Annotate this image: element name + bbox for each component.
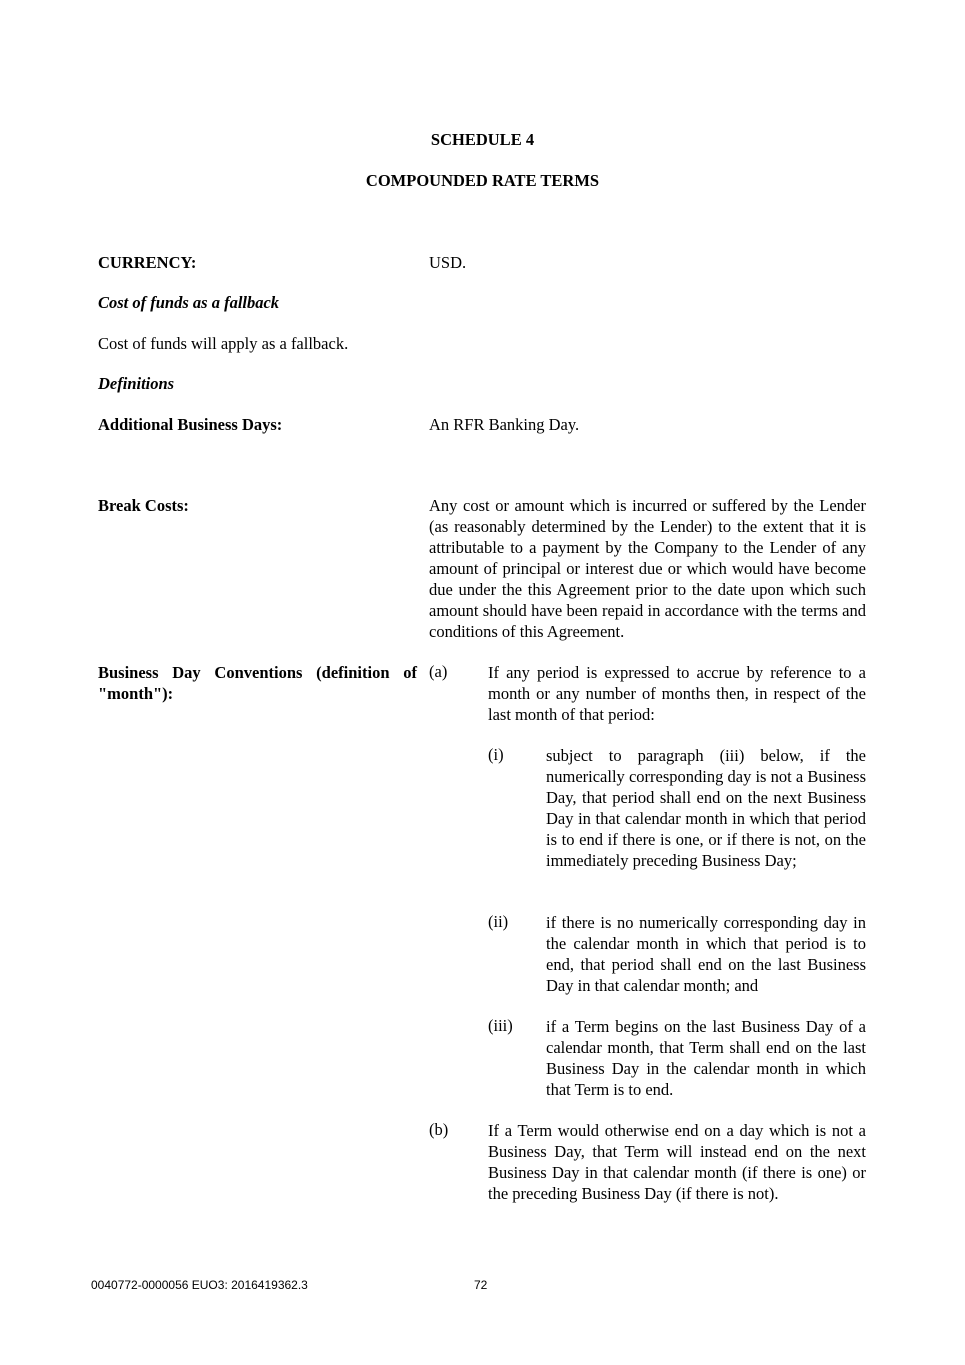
break-costs-value: Any cost or amount which is incurred or suffered by the Lender (as reasonably determined by the Lender) to the extent that it is attributable to a payment by the Company to the Lender of any amount of principal or interest due or which would have become due under the this Agreement prior to the date upon which such amount should have been repaid in accordance with the terms and conditions of this Agreement. bbox=[429, 496, 866, 641]
cost-of-funds-heading: Cost of funds as a fallback bbox=[98, 293, 280, 312]
paragraph-a-text: If any period is expressed to accrue by reference to a month or any number of months then, in respect of the last month of that period: bbox=[488, 663, 866, 724]
additional-business-days-value: An RFR Banking Day. bbox=[429, 415, 580, 434]
paragraph-b-marker: (b) bbox=[429, 1120, 449, 1139]
footer-page-number: 72 bbox=[474, 1278, 488, 1292]
currency-label: CURRENCY: bbox=[98, 253, 197, 272]
break-costs-label: Break Costs: bbox=[98, 496, 189, 515]
item-ii-text: if there is no numerically corresponding day in the calendar month in which that period is to end, that period shall end on the last Business Day in that calendar month; and bbox=[546, 913, 866, 995]
currency-value: USD. bbox=[429, 253, 467, 272]
footer-doc-ref: 0040772-0000056 EUO3: 2016419362.3 bbox=[91, 1278, 308, 1292]
business-day-conventions-label: Business Day Conventions (definition of "month"): bbox=[98, 663, 417, 703]
cost-of-funds-text: Cost of funds will apply as a fallback. bbox=[98, 334, 349, 353]
item-iii-marker: (iii) bbox=[488, 1016, 513, 1035]
definitions-heading: Definitions bbox=[98, 374, 175, 393]
item-i-marker: (i) bbox=[488, 745, 504, 764]
schedule-subtitle: COMPOUNDED RATE TERMS bbox=[365, 171, 600, 190]
item-i-text: subject to paragraph (iii) below, if the numerically corresponding day is not a Business Day, that period shall end on the next Business Day in that calendar month in which that period is to end if there is one, or if there is not, on the immediately preceding Business Day; bbox=[546, 746, 866, 870]
paragraph-a-marker: (a) bbox=[429, 662, 448, 681]
item-iii-text: if a Term begins on the last Business Day of a calendar month, that Term shall end on the last Business Day in the calendar month in which that Term is to end. bbox=[546, 1017, 866, 1099]
paragraph-b-text: If a Term would otherwise end on a day which is not a Business Day, that Term will instead end on the next Business Day in that calendar month (if there is one) or the preceding Business Day (if there is not). bbox=[488, 1121, 866, 1203]
schedule-title: SCHEDULE 4 bbox=[430, 130, 535, 149]
additional-business-days-label: Additional Business Days: bbox=[98, 415, 283, 434]
item-ii-marker: (ii) bbox=[488, 912, 509, 931]
